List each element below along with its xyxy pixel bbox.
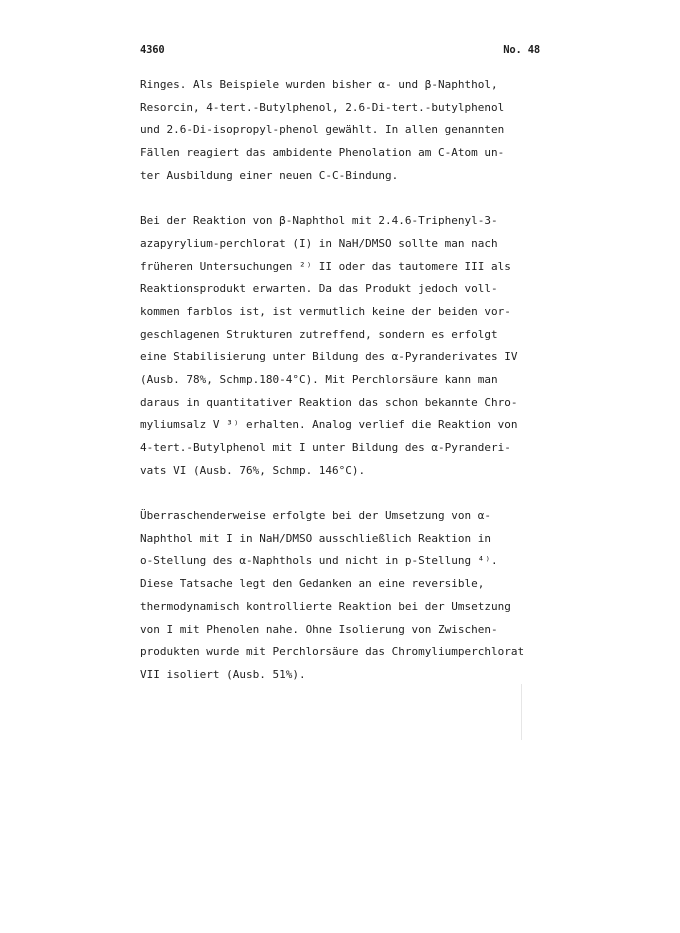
text-line: Naphthol mit I in NaH/DMSO ausschließlich Reaktion in bbox=[140, 531, 491, 545]
page-number: 4360 bbox=[140, 44, 165, 56]
text-line: Ringes. Als Beispiele wurden bisher α- und β-Naphthol, bbox=[140, 78, 498, 91]
text-line: VII isoliert (Ausb. 51%). bbox=[140, 667, 306, 681]
text-line: von I mit Phenolen nahe. Ohne Isolierung von Zwischen- bbox=[140, 622, 498, 636]
text-line: thermodynamisch kontrollierte Reaktion bei der Umsetzung bbox=[140, 599, 511, 613]
page-header bbox=[140, 44, 540, 58]
text-line: 4-tert.-Butylphenol mit I unter Bildung des α-Pyranderi- bbox=[140, 441, 511, 454]
text-line: eine Stabilisierung unter Bildung des α-Pyranderivates IV bbox=[140, 350, 518, 364]
text-line: o-Stellung des α-Naphthols und nicht in p-Stellung ⁴⁾. bbox=[140, 554, 498, 568]
text-line: geschlagenen Strukturen zutreffend, sondern es erfolgt bbox=[140, 327, 498, 341]
paragraph-1 bbox=[140, 74, 540, 187]
text-line: (Ausb. 78%, Schmp.180-4°C). Mit Perchlorsäure kann man bbox=[140, 372, 498, 386]
text-line: Diese Tatsache legt den Gedanken an eine reversible, bbox=[140, 577, 485, 591]
paragraph-3 bbox=[140, 505, 540, 687]
text-line: Reaktionsprodukt erwarten. Da das Produkt jedoch voll- bbox=[140, 282, 498, 296]
article-body bbox=[140, 74, 540, 709]
text-line: produkten wurde mit Perchlorsäure das Chromyliumperchlorat bbox=[140, 645, 525, 659]
text-line: myliumsalz V ³⁾ erhalten. Analog verlief die Reaktion von bbox=[140, 418, 518, 432]
text-line: daraus in quantitativer Reaktion das schon bekannte Chro- bbox=[140, 395, 518, 409]
scan-edge-mark bbox=[521, 684, 522, 740]
text-line: kommen farblos ist, ist vermutlich keine der beiden vor- bbox=[140, 304, 511, 318]
text-line: ter Ausbildung einer neuen C-C-Bindung. bbox=[140, 168, 399, 182]
text-line: Überraschenderweise erfolgte bei der Umsetzung von α- bbox=[140, 509, 491, 523]
text-line: azapyrylium-perchlorat (I) in NaH/DMSO sollte man nach bbox=[140, 236, 498, 250]
text-line: und 2.6-Di-isopropyl-phenol gewählt. In allen genannten bbox=[140, 123, 505, 137]
paragraph-2 bbox=[140, 210, 540, 482]
text-line: vats VI (Ausb. 76%, Schmp. 146°C). bbox=[140, 463, 366, 477]
text-line: früheren Untersuchungen ²⁾ II oder das tautomere III als bbox=[140, 259, 511, 273]
text-line: Fällen reagiert das ambidente Phenolation am C-Atom un- bbox=[140, 146, 505, 160]
issue-number: No. 48 bbox=[503, 44, 540, 56]
text-line: Resorcin, 4-tert.-Butylphenol, 2.6-Di-tert.-butylphenol bbox=[140, 100, 505, 114]
text-line: Bei der Reaktion von β-Naphthol mit 2.4.6-Triphenyl-3- bbox=[140, 214, 498, 228]
